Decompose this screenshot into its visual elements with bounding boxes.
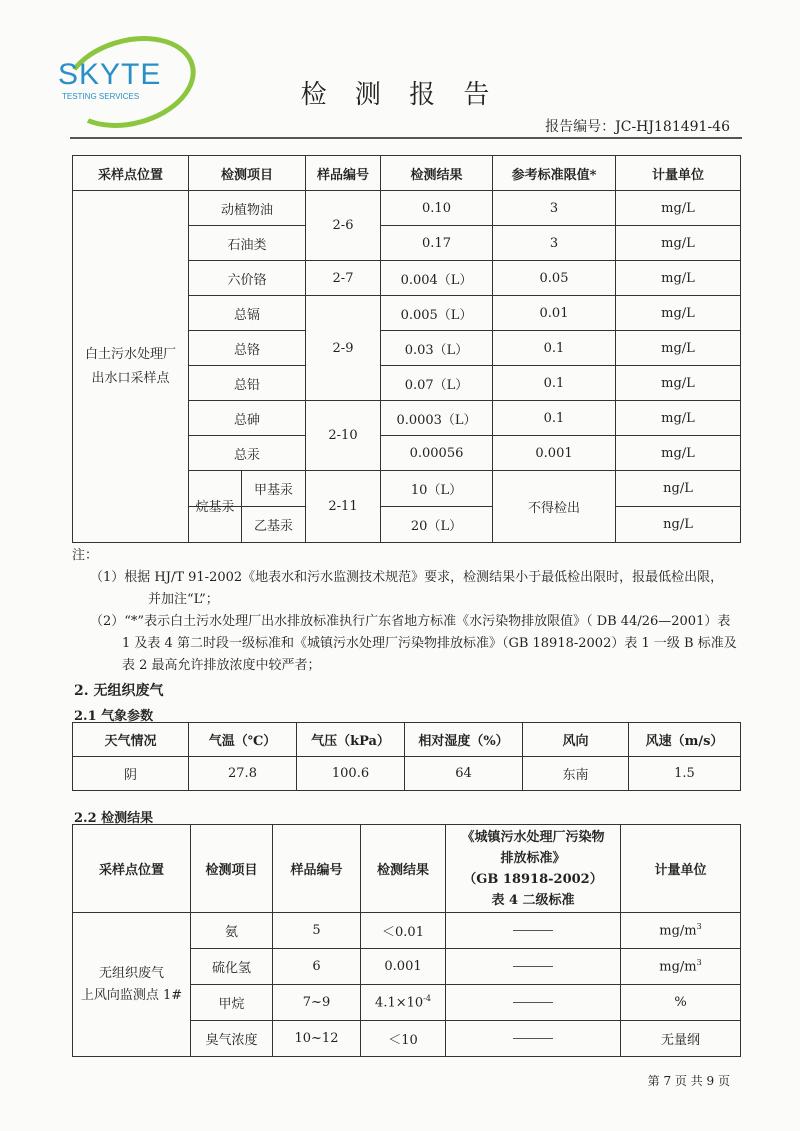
col-header: 气温（℃） — [189, 723, 297, 757]
cell: 64 — [405, 757, 523, 791]
col-header: 检测结果 — [381, 156, 493, 191]
cell: 0.004（L） — [381, 261, 493, 296]
cell: 6 — [273, 949, 361, 985]
cell: mg/L — [616, 191, 741, 226]
col-header-standard: 《城镇污水处理厂污染物排放标准》 （GB 18918-2002） 表 4 二级标准 — [446, 825, 621, 913]
cell: 3 — [493, 226, 616, 261]
page-number: 第 7 页 共 9 页 — [647, 1074, 730, 1088]
skyte-logo: SKYTE TESTING SERVICES — [50, 38, 190, 118]
cell: 20（L） — [381, 507, 493, 543]
cell: ＜0.01 — [361, 913, 446, 949]
col-header: 样品编号 — [273, 825, 361, 913]
cell: 0.1 — [493, 366, 616, 401]
cell: 10（L） — [381, 471, 493, 507]
col-header: 相对湿度（%） — [405, 723, 523, 757]
sampling-location: 无组织废气 上风向监测点 1# — [73, 913, 191, 1057]
cell: 10~12 — [273, 1021, 361, 1057]
cell: 总铬 — [189, 331, 306, 366]
cell: 2-9 — [306, 296, 381, 401]
cell: 1.5 — [629, 757, 741, 791]
col-header: 样品编号 — [306, 156, 381, 191]
col-header: 检测项目 — [189, 156, 306, 191]
cell: 硫化氢 — [191, 949, 273, 985]
notes-label: 注： — [72, 548, 99, 563]
cell: 27.8 — [189, 757, 297, 791]
dash-mark — [513, 930, 553, 931]
cell: 2-11 — [306, 471, 381, 543]
cell: 0.1 — [493, 331, 616, 366]
cell: mg/L — [616, 226, 741, 261]
note-2-cont2: 表 2 最高允许排放浓度中较严者； — [122, 658, 321, 673]
cell: 0.00056 — [381, 436, 493, 471]
cell: 0.0003（L） — [381, 401, 493, 436]
report-number: 报告编号：JC-HJ181491-46 — [545, 119, 730, 135]
cell: 0.03（L） — [381, 331, 493, 366]
cell: 不得检出 — [493, 471, 616, 543]
cell: 2-10 — [306, 401, 381, 471]
cell: 甲基汞 — [241, 471, 305, 506]
cell: 烷基汞 — [195, 500, 235, 515]
col-header: 风向 — [523, 723, 629, 757]
col-header: 采样点位置 — [73, 156, 189, 191]
col-header: 天气情况 — [73, 723, 189, 757]
cell: 7~9 — [273, 985, 361, 1021]
note-1: （1）根据 HJ/T 91-2002《地表水和污水监测技术规范》要求，检测结果小于最低检出限时，报最低检出限， — [90, 570, 724, 585]
cell: 0.07（L） — [381, 366, 493, 401]
cell: 0.17 — [381, 226, 493, 261]
dash-mark — [513, 1038, 553, 1039]
cell: mg/L — [616, 331, 741, 366]
cell — [446, 949, 621, 985]
cell: 六价铬 — [189, 261, 306, 296]
col-header: 检测项目 — [191, 825, 273, 913]
cell: 0.10 — [381, 191, 493, 226]
cell: 臭气浓度 — [191, 1021, 273, 1057]
cell: 总汞 — [189, 436, 306, 471]
note-2-cont: 1 及表 4 第二时段一级标准和《城镇污水处理厂污染物排放标准》（GB 18918-2002）表 1 一级 B 标准及 — [122, 636, 737, 651]
cell: 0.001 — [493, 436, 616, 471]
cell: 2-7 — [306, 261, 381, 296]
cell: mg/L — [616, 436, 741, 471]
cell: 0.1 — [493, 401, 616, 436]
cell: ＜10 — [361, 1021, 446, 1057]
cell: 总铅 — [189, 366, 306, 401]
cell: 总镉 — [189, 296, 306, 331]
cell: 0.05 — [493, 261, 616, 296]
cell: ng/L — [616, 507, 741, 543]
col-header: 计量单位 — [621, 825, 741, 913]
sampling-location: 白土污水处理厂出水口采样点 — [73, 191, 189, 543]
weather-table — [72, 722, 741, 791]
cell: $4.1\times 10^{-4}$ — [361, 985, 446, 1021]
header-divider — [70, 137, 742, 139]
cell: 石油类 — [189, 226, 306, 261]
cell: 0.005（L） — [381, 296, 493, 331]
cell: % — [621, 985, 741, 1021]
subsection-results: 2.2 检测结果 — [74, 811, 154, 826]
col-header: 检测结果 — [361, 825, 446, 913]
cell: 乙基汞 — [241, 507, 305, 542]
cell: 0.001 — [361, 949, 446, 985]
cell — [446, 985, 621, 1021]
cell: 5 — [273, 913, 361, 949]
cell: $mg/m^3$ — [621, 949, 741, 985]
cell: 氨 — [191, 913, 273, 949]
subsection-weather: 2.1 气象参数 — [74, 709, 154, 724]
cell: ng/L — [616, 471, 741, 507]
cell: 3 — [493, 191, 616, 226]
water-results-table — [72, 155, 741, 543]
cell — [446, 913, 621, 949]
cell: 2-6 — [306, 191, 381, 261]
dash-mark — [513, 1002, 553, 1003]
cell: 100.6 — [297, 757, 405, 791]
cell: 总砷 — [189, 401, 306, 436]
cell: $mg/m^3$ — [621, 913, 741, 949]
cell: 无量纲 — [621, 1021, 741, 1057]
col-header: 采样点位置 — [73, 825, 191, 913]
note-1-cont: 并加注“L”； — [148, 592, 219, 607]
section-title: 2. 无组织废气 — [74, 683, 164, 699]
cell: mg/L — [616, 401, 741, 436]
cell: mg/L — [616, 296, 741, 331]
air-results-table — [72, 824, 741, 1057]
dash-mark — [513, 966, 553, 967]
col-header: 气压（kPa） — [297, 723, 405, 757]
cell: 阴 — [73, 757, 189, 791]
cell: 东南 — [523, 757, 629, 791]
cell: mg/L — [616, 366, 741, 401]
col-header: 参考标准限值* — [493, 156, 616, 191]
cell: 甲烷 — [191, 985, 273, 1021]
col-header: 风速（m/s） — [629, 723, 741, 757]
col-header: 计量单位 — [616, 156, 741, 191]
cell: 动植物油 — [189, 191, 306, 226]
cell: 0.01 — [493, 296, 616, 331]
note-2: （2）“*”表示白土污水处理厂出水排放标准执行广东省地方标准《水污染物排放限值》（ DB 44/26—2001）表 — [90, 614, 731, 629]
page-title: 检 测 报 告 — [300, 80, 500, 110]
cell: mg/L — [616, 261, 741, 296]
cell — [446, 1021, 621, 1057]
